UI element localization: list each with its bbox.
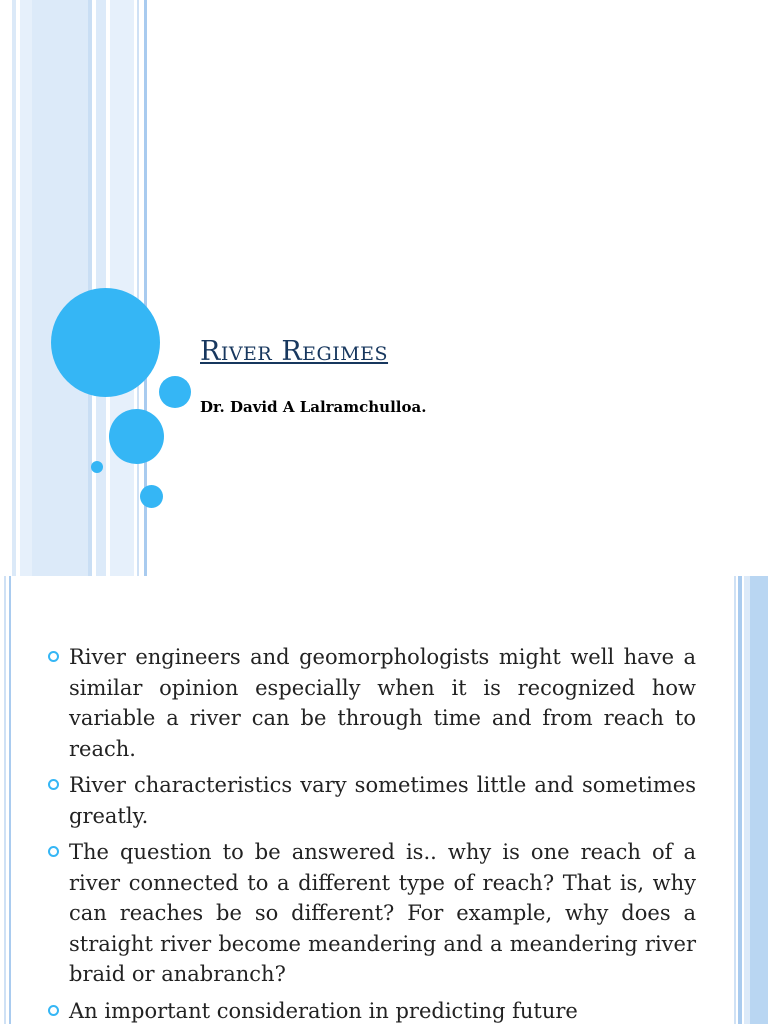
bullet-text: River characteristics vary sometimes little and sometimes greatly. xyxy=(69,773,696,828)
decor-circle-dot xyxy=(91,461,103,473)
list-item xyxy=(48,642,696,764)
bullet-text: The question to be answered is.. why is one reach of a river connected to a different type of reach? That is, why can reaches be so different? For example, why does a straight river become meandering and a meandering river braid or anabranch? xyxy=(69,840,696,986)
decor-stripe xyxy=(738,576,742,1024)
decor-stripe xyxy=(20,0,32,576)
decor-circle-dot xyxy=(140,485,163,508)
decor-stripe xyxy=(9,576,11,1024)
bullet-circle-icon xyxy=(48,846,59,857)
decor-circle-small xyxy=(159,376,191,408)
decor-circle-large xyxy=(51,288,160,397)
bullet-circle-icon xyxy=(48,1005,59,1016)
decor-stripe xyxy=(12,0,16,576)
list-item xyxy=(48,996,696,1024)
decor-stripe xyxy=(750,576,768,1024)
decor-circle-medium xyxy=(109,409,164,464)
bullet-circle-icon xyxy=(48,779,59,790)
slide-title: River Regimes xyxy=(200,336,389,367)
decor-stripe xyxy=(734,576,736,1024)
slide-author: Dr. David A Lalramchulloa. xyxy=(200,398,427,416)
decor-stripe xyxy=(88,0,92,576)
bullet-text: An important consideration in predicting future xyxy=(69,998,578,1023)
decor-stripe xyxy=(137,0,139,576)
decor-stripe xyxy=(4,576,6,1024)
bullet-list xyxy=(48,642,696,1024)
decor-stripe xyxy=(32,0,88,576)
bullet-text: River engineers and geomorphologists might well have a similar opinion especially when it is recognized how variable a river can be through time and from reach to reach. xyxy=(69,645,696,761)
bullet-circle-icon xyxy=(48,651,59,662)
decor-stripe xyxy=(0,0,12,576)
list-item xyxy=(48,770,696,831)
content-slide xyxy=(0,576,768,1024)
list-item xyxy=(48,837,696,990)
